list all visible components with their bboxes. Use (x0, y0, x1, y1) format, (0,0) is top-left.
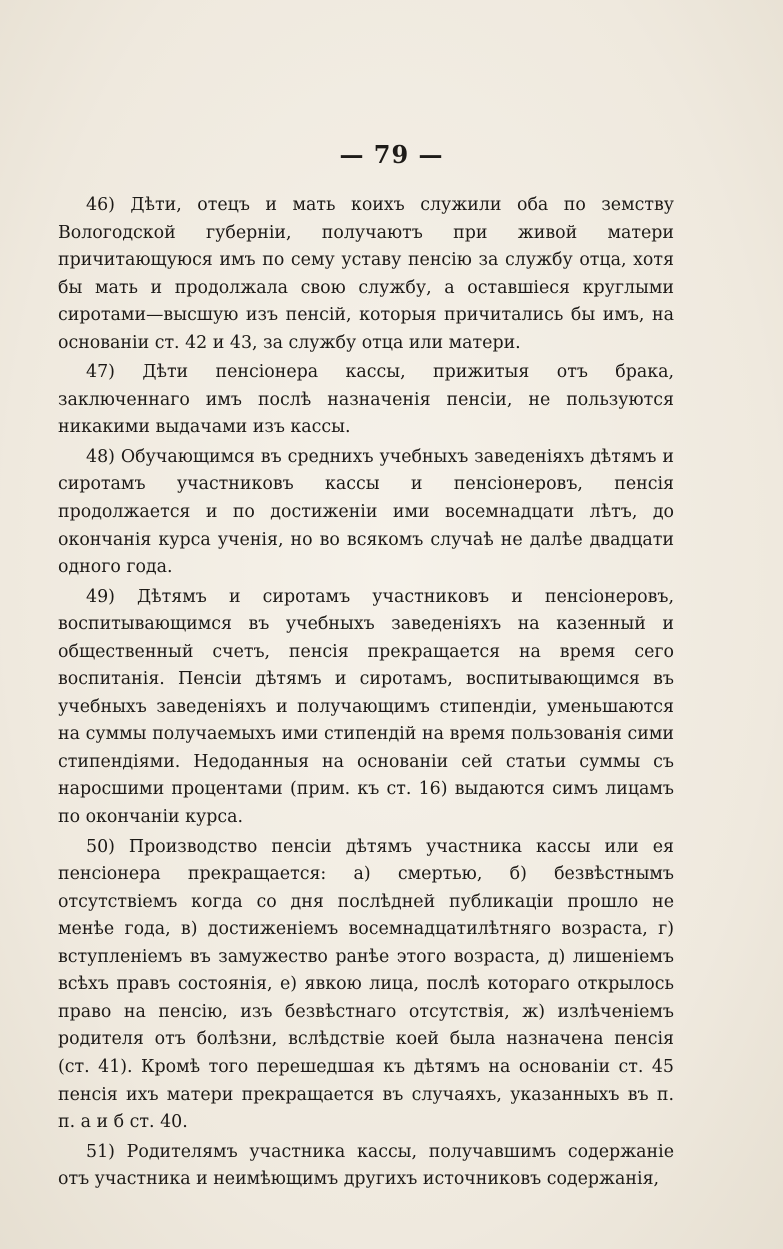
paragraph-text: Производство пенсіи дѣтямъ участника кассы или ея пенсіонера прекращается: а) смертью, б) безвѣстнымъ отсутствіемъ когда со дня послѣдней публикаціи прошло не менѣе года, в) достиженіемъ восемнадцатилѣтняго возраста, г) вступленіемъ въ замужество ранѣе этого возраста, д) лишеніемъ всѣхъ правъ состоянія, е) явкою лица, послѣ котораго открылось право на пенсію, изъ безвѣстнаго отсутствія, ж) излѣченіемъ родителя отъ болѣзни, вслѣдствіе коей была назначена пенсія (ст. 41). Кромѣ того перешедшая къ дѣтямъ на основаніи ст. 45 пенсія ихъ матери прекращается въ случаяхъ, указанныхъ въ п. п. а и б ст. 40. (58, 836, 674, 1133)
paragraph-number: 47) (86, 362, 115, 383)
body-text (58, 192, 674, 1196)
paragraph-number: 46) (86, 195, 115, 215)
page-number: — 79 — (339, 140, 444, 169)
paragraph-48 (58, 444, 674, 582)
paragraph-number: 48) (86, 446, 115, 467)
paragraph-text: Обучающимся въ среднихъ учебныхъ заведеніяхъ дѣтямъ и сиротамъ участниковъ кассы и пенсіонеровъ, пенсія продолжается и по достиженіи ими восемнадцати лѣтъ, до окончанія курса ученія, но во всякомъ случаѣ не далѣе двадцати одного года. (58, 446, 675, 578)
paragraph-46 (58, 192, 674, 357)
paragraph-number: 50) (86, 836, 115, 857)
paragraph-number: 49) (86, 586, 115, 607)
paragraph-text: Дѣтямъ и сиротамъ участниковъ и пенсіонеровъ, воспитывающимся въ учебныхъ заведеніяхъ на казенный и общественный счетъ, пенсія прекращается на время сего воспитанія. Пенсіи дѣтямъ и сиротамъ, воспитывающимся въ учебныхъ заведеніяхъ и получающимъ стипендіи, уменьшаются на суммы получаемыхъ ими стипендій на время пользованія сими стипендіями. Недоданныя на основаніи сей статьи суммы съ наросшими процентами (прим. къ ст. 16) выдаются симъ лицамъ по окончаніи курса. (58, 586, 675, 828)
paragraph-text: Родителямъ участника кассы, получавшимъ содержаніе отъ участника и неимѣющимъ другихъ источниковъ содержанія, (58, 1141, 674, 1190)
paragraph-text: Дѣти, отецъ и мать коихъ служили оба по земству Вологодской губерніи, получаютъ при живой матери причитающуюся имъ по сему уставу пенсію за службу отца, хотя бы мать и продолжала свою службу, а оставшіеся круглыми сиротами—высшую изъ пенсій, которыя причитались бы имъ, на основаніи ст. 42 и 43, за службу отца или матери. (58, 195, 675, 353)
paragraph-number: 51) (86, 1141, 115, 1162)
paragraph-50 (58, 834, 674, 1137)
paragraph-47 (58, 359, 674, 442)
paragraph-51 (58, 1139, 674, 1194)
paragraph-text: Дѣти пенсіонера кассы, прижитыя отъ брака, заключеннаго имъ послѣ назначенія пенсіи, не пользуются никакими выдачами изъ кассы. (58, 362, 675, 438)
paragraph-49 (58, 584, 674, 832)
